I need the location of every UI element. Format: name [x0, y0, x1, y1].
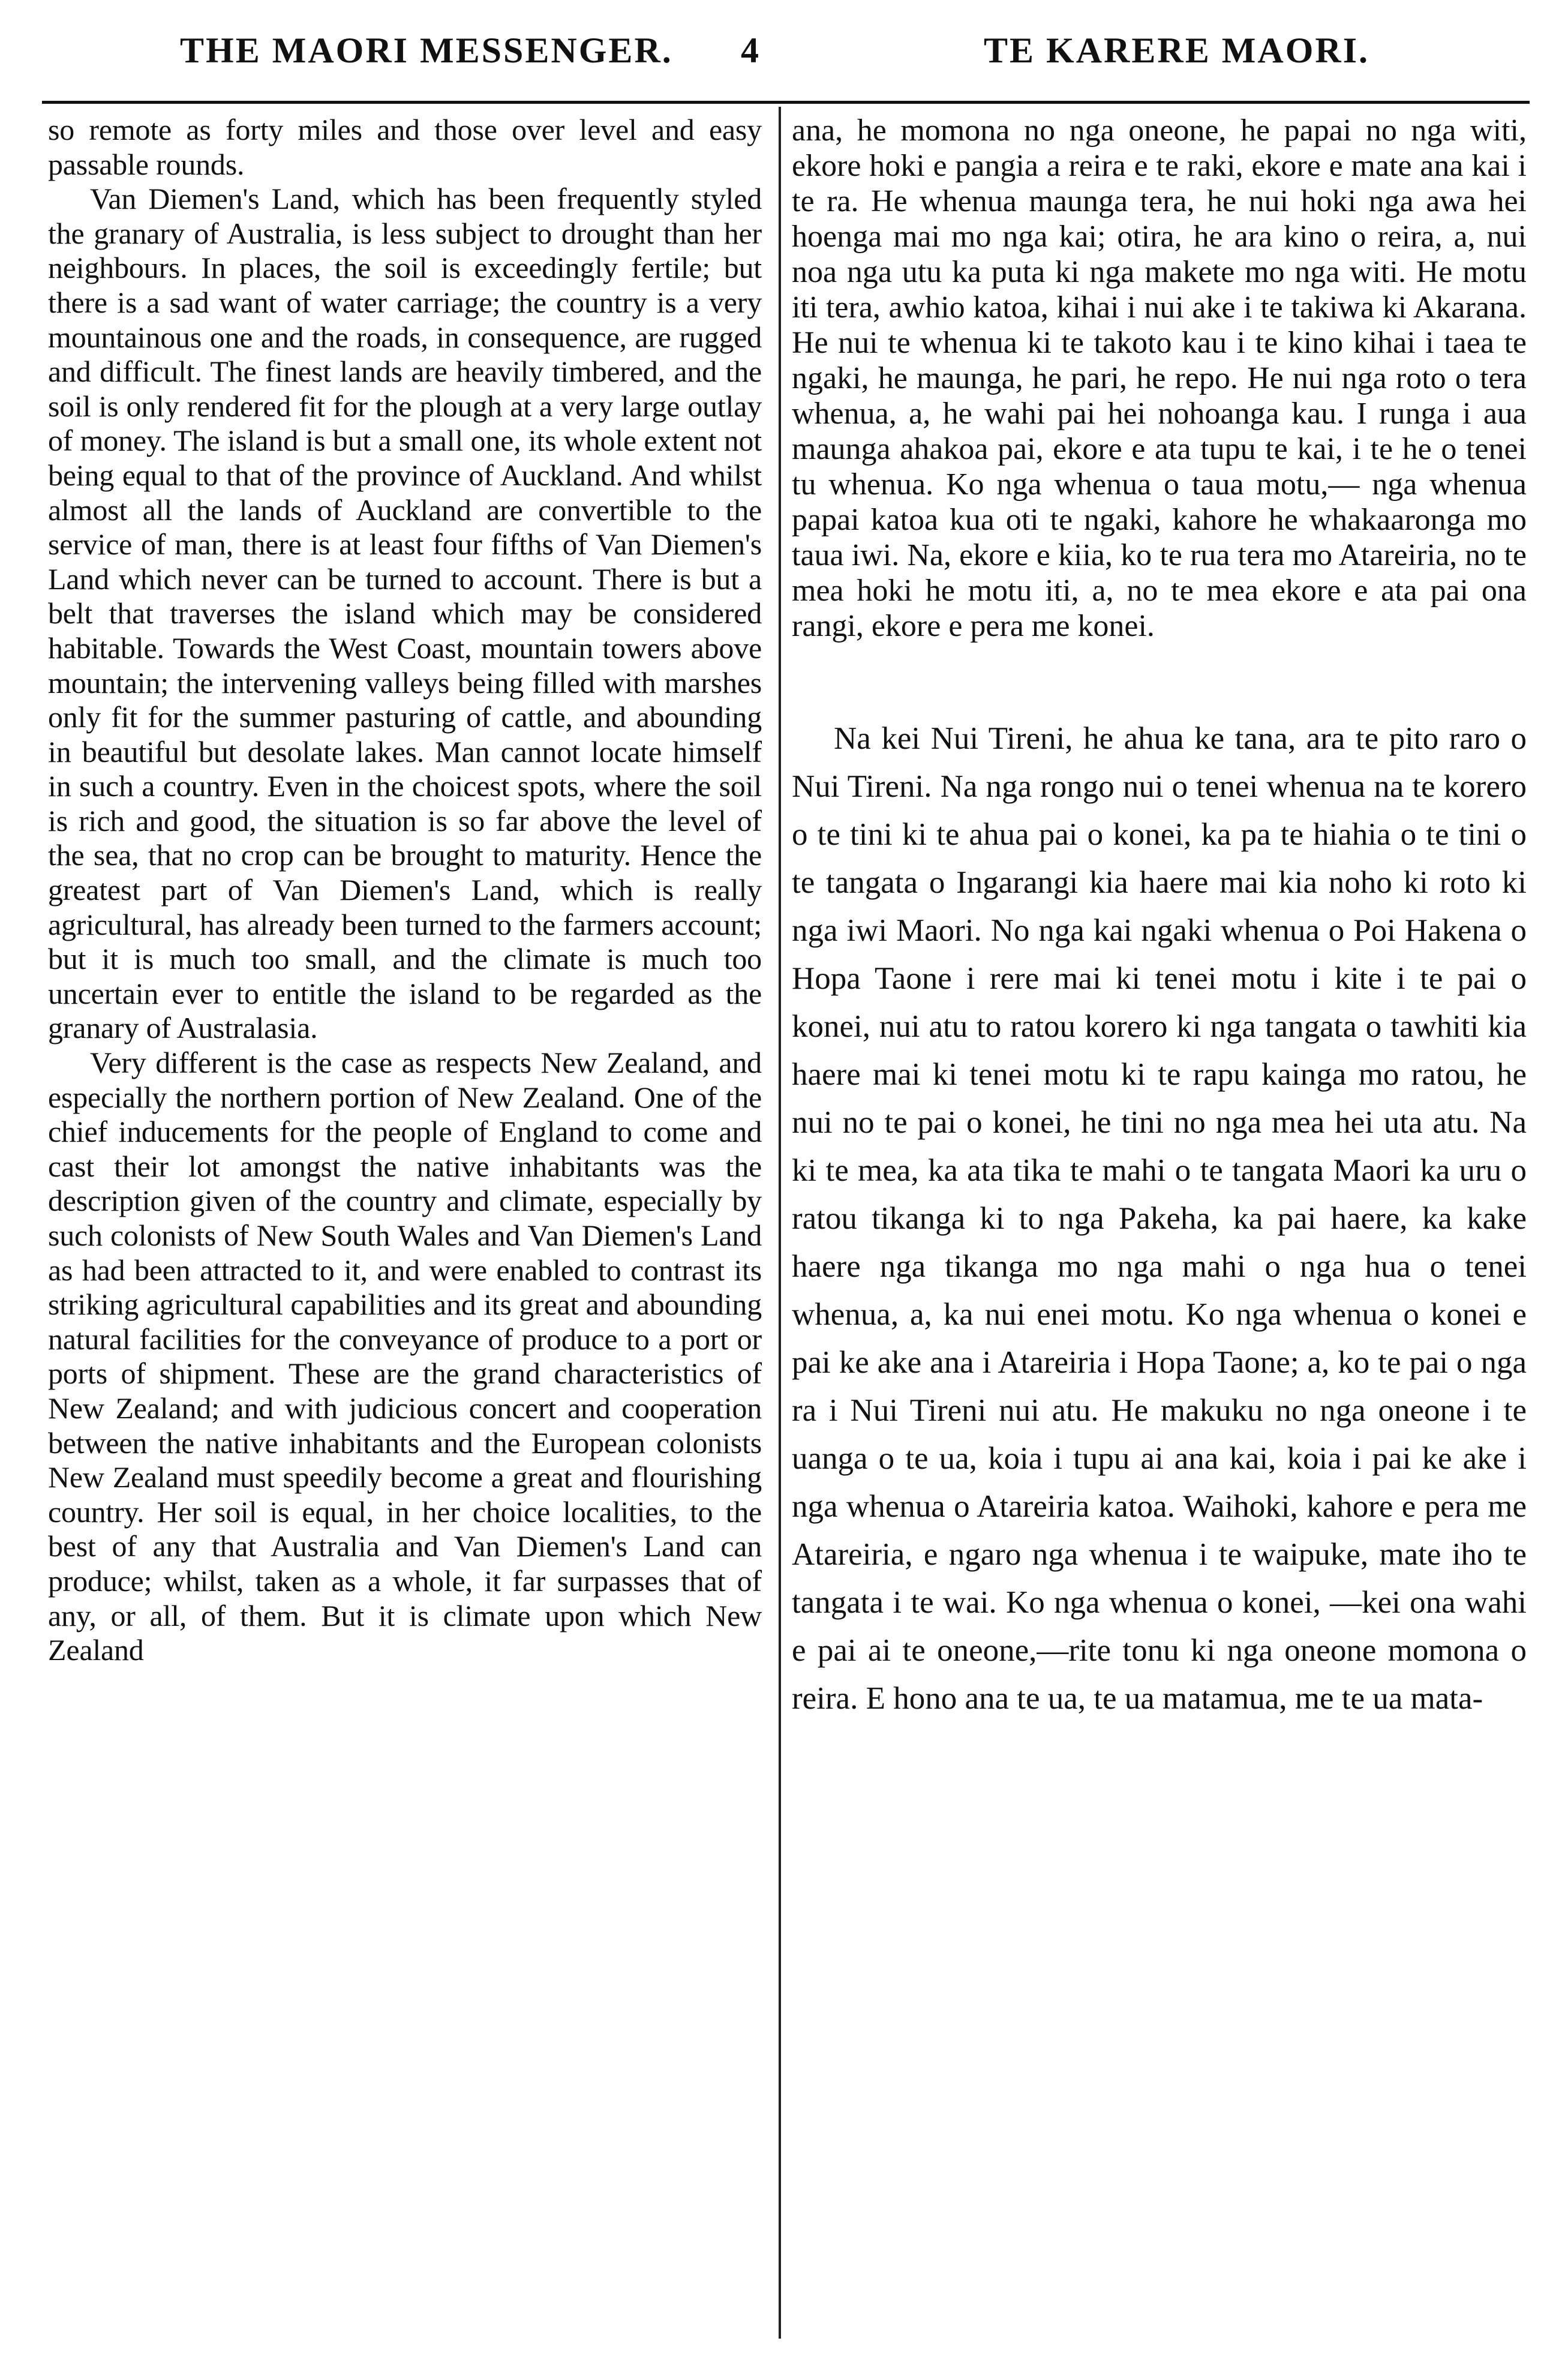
- maori-column: [792, 113, 1527, 2345]
- page-number: 4: [741, 31, 761, 70]
- masthead-english: THE MAORI MESSENGER.: [180, 31, 673, 70]
- maori-paragraph-continuation: ana, he momona no nga oneone, he papai no nga witi, ekore hoki e pangia a reira e te raki, ekore e mate ana kai i te ra. He whenua maunga tera, he nui hoki nga awa hei hoenga mai mo nga kai; otira, he ara kino o reira, a, nui noa nga utu ka puta ki nga makete mo nga witi. He motu iti tera, awhio katoa, kihai i nui ake i te takiwa ki Akarana. He nui te whenua ki te takoto kau i te kino kihai i taea te ngaki, he maunga, he pari, he repo. He nui nga roto o tera whenua, a, he wahi pai hei nohoanga kau. I runga i aua maunga ahakoa pai, ekore e ata tupu te kai, i te he o tenei tu whenua. Ko nga whenua o taua motu,— nga whenua papai katoa kua oti te ngaki, kahore he whakaaronga mo taua iwi. Na, ekore e kiia, ko te rua tera mo Atareiria, no te mea hoki he motu iti, a, no te mea ekore e ata pai ona rangi, ekore e pera me konei.: [792, 113, 1527, 643]
- paragraph-spacer: [792, 644, 1527, 715]
- english-column: [48, 113, 762, 2345]
- header-rule: [42, 101, 1530, 104]
- page-header: [0, 0, 1568, 90]
- english-paragraph-van-diemens-land: Van Diemen's Land, which has been frequently styled the granary of Australia, is less subject to drought than her neighbours. In places, the soil is exceedingly fertile; but there is a sad want of water carriage; the country is a very mountainous one and the roads, in consequence, are rugged and difficult. The finest lands are heavily timbered, and the soil is only rendered fit for the plough at a very large outlay of money. The island is but a small one, its whole extent not being equal to that of the province of Auckland. And whilst almost all the lands of Auckland are convertible to the service of man, there is at least four fifths of Van Diemen's Land which never can be turned to account. There is but a belt that traverses the island which may be considered habitable. Towards the West Coast, mountain towers above mountain; the intervening valleys being filled with marshes only fit for the summer pasturing of cattle, and abounding in beautiful but desolate lakes. Man cannot locate himself in such a country. Even in the choicest spots, where the soil is rich and good, the situation is so far above the level of the sea, that no crop can be brought to maturity. Hence the greatest part of Van Diemen's Land, which is really agricultural, has already been turned to the farmers account; but it is much too small, and the climate is much too uncertain ever to entitle the island to be regarded as the granary of Australasia.: [48, 182, 762, 1045]
- english-paragraph-continuation: so remote as forty miles and those over level and easy passable rounds.: [48, 113, 762, 181]
- column-divider: [779, 107, 781, 2339]
- english-paragraph-new-zealand: Very different is the case as respects New Zealand, and especially the northern portion of New Zealand. One of the chief inducements for the people of England to come and cast their lot amongst the native inhabitants was the description given of the country and climate, especially by such colonists of New South Wales and Van Diemen's Land as had been attracted to it, and were enabled to contrast its striking agricultural capabilities and its great and abounding natural facilities for the conveyance of produce to a port or ports of shipment. These are the grand characteristics of New Zealand; and with judicious concert and cooperation between the native inhabitants and the European colonists New Zealand must speedily become a great and flourishing country. Her soil is equal, in her choice localities, to the best of any that Australia and Van Diemen's Land can produce; whilst, taken as a whole, it far surpasses that of any, or all, of them. But it is climate upon which New Zealand: [48, 1046, 762, 1667]
- masthead-maori: TE KARERE MAORI.: [984, 31, 1370, 70]
- maori-paragraph-nui-tireni: Na kei Nui Tireni, he ahua ke tana, ara te pito raro o Nui Tireni. Na nga rongo nui o tenei whenua na te korero o te tini ki te ahua pai o konei, ka pa te hiahia o te tini o te tangata o Ingarangi kia haere mai kia noho ki roto ki nga iwi Maori. No nga kai ngaki whenua o Poi Hakena o Hopa Taone i rere mai ki tenei motu i kite i te pai o konei, nui atu to ratou korero ki nga tangata o tawhiti kia haere mai ki tenei motu ki te rapu kainga mo ratou, he nui no te pai o konei, he tini no nga mea hei uta atu. Na ki te mea, ka ata tika te mahi o te tangata Maori ka uru o ratou tikanga ki to nga Pakeha, ka pai haere, ka kake haere nga tikanga mo nga mahi o nga hua o tenei whenua, a, ka nui enei motu. Ko nga whenua o konei e pai ke ake ana i Atareiria i Hopa Taone; a, ko te pai o nga ra i Nui Tireni nui atu. He makuku no nga oneone i te uanga o te ua, koia i tupu ai ana kai, koia i pai ke ake i nga whenua o Atareiria katoa. Waihoki, kahore e pera me Atareiria, e ngaro nga whenua i te waipuke, mate iho te tangata i te wai. Ko nga whenua o konei, —kei ona wahi e pai ai te oneone,—rite tonu ki nga oneone momona o reira. E hono ana te ua, te ua matamua, me te ua mata-: [792, 721, 1527, 1716]
